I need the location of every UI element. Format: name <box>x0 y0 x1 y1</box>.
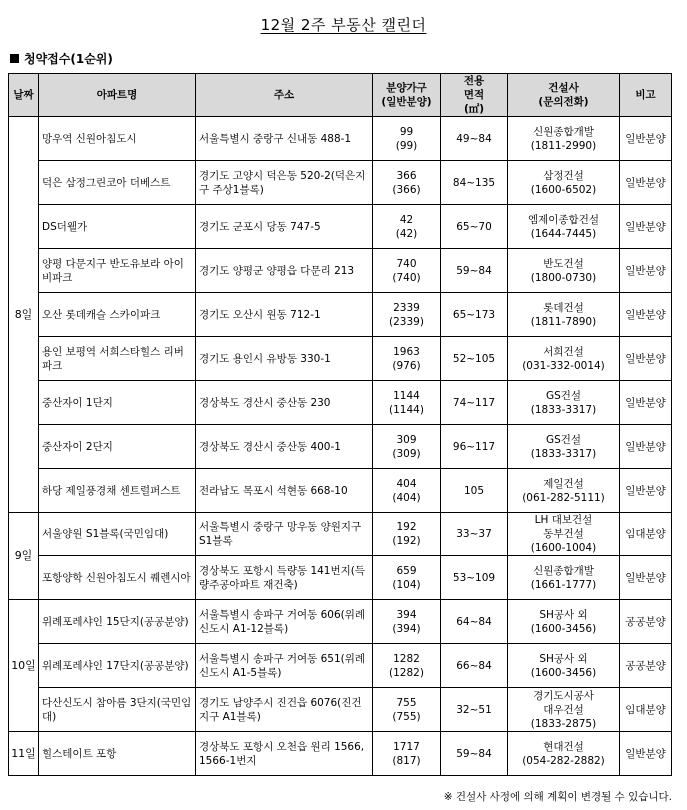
header-note: 비고 <box>620 74 672 117</box>
units-cell: 2339 (2339) <box>373 293 441 337</box>
note-cell: 일반분양 <box>620 556 672 600</box>
address-cell: 경기도 오산시 원동 712-1 <box>196 293 373 337</box>
table-header-row <box>9 74 672 117</box>
builder-cell: 신원종합개발 (1811-2990) <box>508 117 620 161</box>
footnote: ※ 건설사 사정에 의해 계획이 변경될 수 있습니다. <box>443 791 672 803</box>
address-cell: 경기도 고양시 덕은동 520-2(덕은지구 주상1블록) <box>196 161 373 205</box>
address-cell: 전라남도 목포시 석현동 668-10 <box>196 469 373 513</box>
table-row <box>9 556 672 600</box>
apartment-name-cell: 중산자이 2단지 <box>39 425 196 469</box>
builder-cell: SH공사 외 (1600-3456) <box>508 600 620 644</box>
address-cell: 경기도 양평군 양평읍 다문리 213 <box>196 249 373 293</box>
note-cell: 공공분양 <box>620 644 672 688</box>
apartment-name-cell: 용인 보평역 서희스타힐스 리버파크 <box>39 337 196 381</box>
address-cell: 경기도 용인시 유방동 330-1 <box>196 337 373 381</box>
area-cell: 105 <box>441 469 508 513</box>
area-cell: 74~117 <box>441 381 508 425</box>
calendar-table <box>8 73 672 776</box>
note-cell: 임대분양 <box>620 688 672 732</box>
apartment-name-cell: 덕은 삼정그린코아 더베스트 <box>39 161 196 205</box>
units-cell: 99 (99) <box>373 117 441 161</box>
builder-cell: 엠제이종합건설 (1644-7445) <box>508 205 620 249</box>
address-cell: 서울특별시 송파구 거여동 651(위례신도시 A1-5블록) <box>196 644 373 688</box>
date-cell: 9일 <box>9 513 39 600</box>
note-cell: 일반분양 <box>620 732 672 776</box>
apartment-name-cell: 망우역 신원아침도시 <box>39 117 196 161</box>
address-cell: 경기도 군포시 당동 747-5 <box>196 205 373 249</box>
area-cell: 84~135 <box>441 161 508 205</box>
units-cell: 192 (192) <box>373 513 441 556</box>
table-row <box>9 513 672 556</box>
square-bullet-icon <box>10 54 19 63</box>
units-cell: 1282 (1282) <box>373 644 441 688</box>
table-row <box>9 732 672 776</box>
page-title: 12월 2주 부동산 캘린더 <box>260 16 427 34</box>
note-cell: 일반분양 <box>620 425 672 469</box>
area-cell: 59~84 <box>441 732 508 776</box>
table-row <box>9 161 672 205</box>
table-row <box>9 249 672 293</box>
units-cell: 1963 (976) <box>373 337 441 381</box>
area-cell: 65~173 <box>441 293 508 337</box>
builder-cell: GS건설 (1833-3317) <box>508 381 620 425</box>
units-cell: 366 (366) <box>373 161 441 205</box>
note-cell: 일반분양 <box>620 117 672 161</box>
address-cell: 서울특별시 송파구 거여동 606(위례신도시 A1-12블록) <box>196 600 373 644</box>
address-cell: 경상북도 경산시 중산동 400-1 <box>196 425 373 469</box>
units-cell: 755 (755) <box>373 688 441 732</box>
units-cell: 1144 (1144) <box>373 381 441 425</box>
apartment-name-cell: 힐스테이트 포항 <box>39 732 196 776</box>
apartment-name-cell: 다산신도시 참아름 3단지(국민임대) <box>39 688 196 732</box>
units-cell: 740 (740) <box>373 249 441 293</box>
table-row <box>9 688 672 732</box>
table-row <box>9 644 672 688</box>
builder-cell: 롯데건설 (1811-7890) <box>508 293 620 337</box>
apartment-name-cell: 포항양학 신원아침도시 퀘렌시아 <box>39 556 196 600</box>
units-cell: 1717 (817) <box>373 732 441 776</box>
date-cell: 10일 <box>9 600 39 732</box>
area-cell: 59~84 <box>441 249 508 293</box>
section-heading <box>10 50 113 67</box>
builder-cell: 서희건설 (031-332-0014) <box>508 337 620 381</box>
table-row <box>9 205 672 249</box>
area-cell: 66~84 <box>441 644 508 688</box>
address-cell: 서울특별시 중랑구 신내동 488-1 <box>196 117 373 161</box>
apartment-name-cell: 오산 롯데캐슬 스카이파크 <box>39 293 196 337</box>
header-apartment-name: 아파트명 <box>39 74 196 117</box>
header-address: 주소 <box>196 74 373 117</box>
units-cell: 404 (404) <box>373 469 441 513</box>
area-cell: 52~105 <box>441 337 508 381</box>
table-row <box>9 425 672 469</box>
note-cell: 임대분양 <box>620 513 672 556</box>
note-cell: 일반분양 <box>620 381 672 425</box>
area-cell: 33~37 <box>441 513 508 556</box>
units-cell: 309 (309) <box>373 425 441 469</box>
apartment-name-cell: 위례포레샤인 15단지(공공분양) <box>39 600 196 644</box>
header-builder: 건설사 (문의전화) <box>508 74 620 117</box>
table-row <box>9 600 672 644</box>
area-cell: 32~51 <box>441 688 508 732</box>
apartment-name-cell: 하당 제일풍경채 센트럴퍼스트 <box>39 469 196 513</box>
note-cell: 공공분양 <box>620 600 672 644</box>
units-cell: 394 (394) <box>373 600 441 644</box>
area-cell: 65~70 <box>441 205 508 249</box>
address-cell: 경상북도 경산시 중산동 230 <box>196 381 373 425</box>
address-cell: 서울특별시 중랑구 망우동 양원지구 S1블록 <box>196 513 373 556</box>
note-cell: 일반분양 <box>620 249 672 293</box>
builder-cell: 현대건설 (054-282-2882) <box>508 732 620 776</box>
table-row <box>9 337 672 381</box>
table-body <box>9 117 672 776</box>
area-cell: 96~117 <box>441 425 508 469</box>
table-row <box>9 469 672 513</box>
section-label: 청약접수(1순위) <box>24 52 113 66</box>
address-cell: 경기도 남양주시 진건읍 6076(진건지구 A1블록) <box>196 688 373 732</box>
builder-cell: 경기도시공사 대우건설 (1833-2875) <box>508 688 620 732</box>
units-cell: 659 (104) <box>373 556 441 600</box>
apartment-name-cell: 서울양원 S1블록(국민임대) <box>39 513 196 556</box>
header-date: 날짜 <box>9 74 39 117</box>
date-cell: 8일 <box>9 117 39 513</box>
address-cell: 경상북도 포항시 오천읍 원리 1566, 1566-1번지 <box>196 732 373 776</box>
table-row <box>9 381 672 425</box>
builder-cell: 반도건설 (1800-0730) <box>508 249 620 293</box>
area-cell: 64~84 <box>441 600 508 644</box>
builder-cell: SH공사 외 (1600-3456) <box>508 644 620 688</box>
note-cell: 일반분양 <box>620 205 672 249</box>
header-area: 전용 면적 (㎡) <box>441 74 508 117</box>
note-cell: 일반분양 <box>620 337 672 381</box>
builder-cell: 제일건설 (061-282-5111) <box>508 469 620 513</box>
builder-cell: LH 대보건설 동부건설 (1600-1004) <box>508 513 620 556</box>
apartment-name-cell: 양평 다문지구 반도유보라 아이비파크 <box>39 249 196 293</box>
table-row <box>9 117 672 161</box>
apartment-name-cell: 위례포레샤인 17단지(공공분양) <box>39 644 196 688</box>
units-cell: 42 (42) <box>373 205 441 249</box>
builder-cell: 삼정건설 (1600-6502) <box>508 161 620 205</box>
area-cell: 49~84 <box>441 117 508 161</box>
address-cell: 경상북도 포항시 득량동 141번지(득량주공아파트 재건축) <box>196 556 373 600</box>
note-cell: 일반분양 <box>620 293 672 337</box>
note-cell: 일반분양 <box>620 469 672 513</box>
builder-cell: 신원종합개발 (1661-1777) <box>508 556 620 600</box>
area-cell: 53~109 <box>441 556 508 600</box>
date-cell: 11일 <box>9 732 39 776</box>
header-units: 분양가구 (일반분양) <box>373 74 441 117</box>
apartment-name-cell: DS더웰가 <box>39 205 196 249</box>
note-cell: 일반분양 <box>620 161 672 205</box>
table-row <box>9 293 672 337</box>
apartment-name-cell: 중산자이 1단지 <box>39 381 196 425</box>
builder-cell: GS건설 (1833-3317) <box>508 425 620 469</box>
